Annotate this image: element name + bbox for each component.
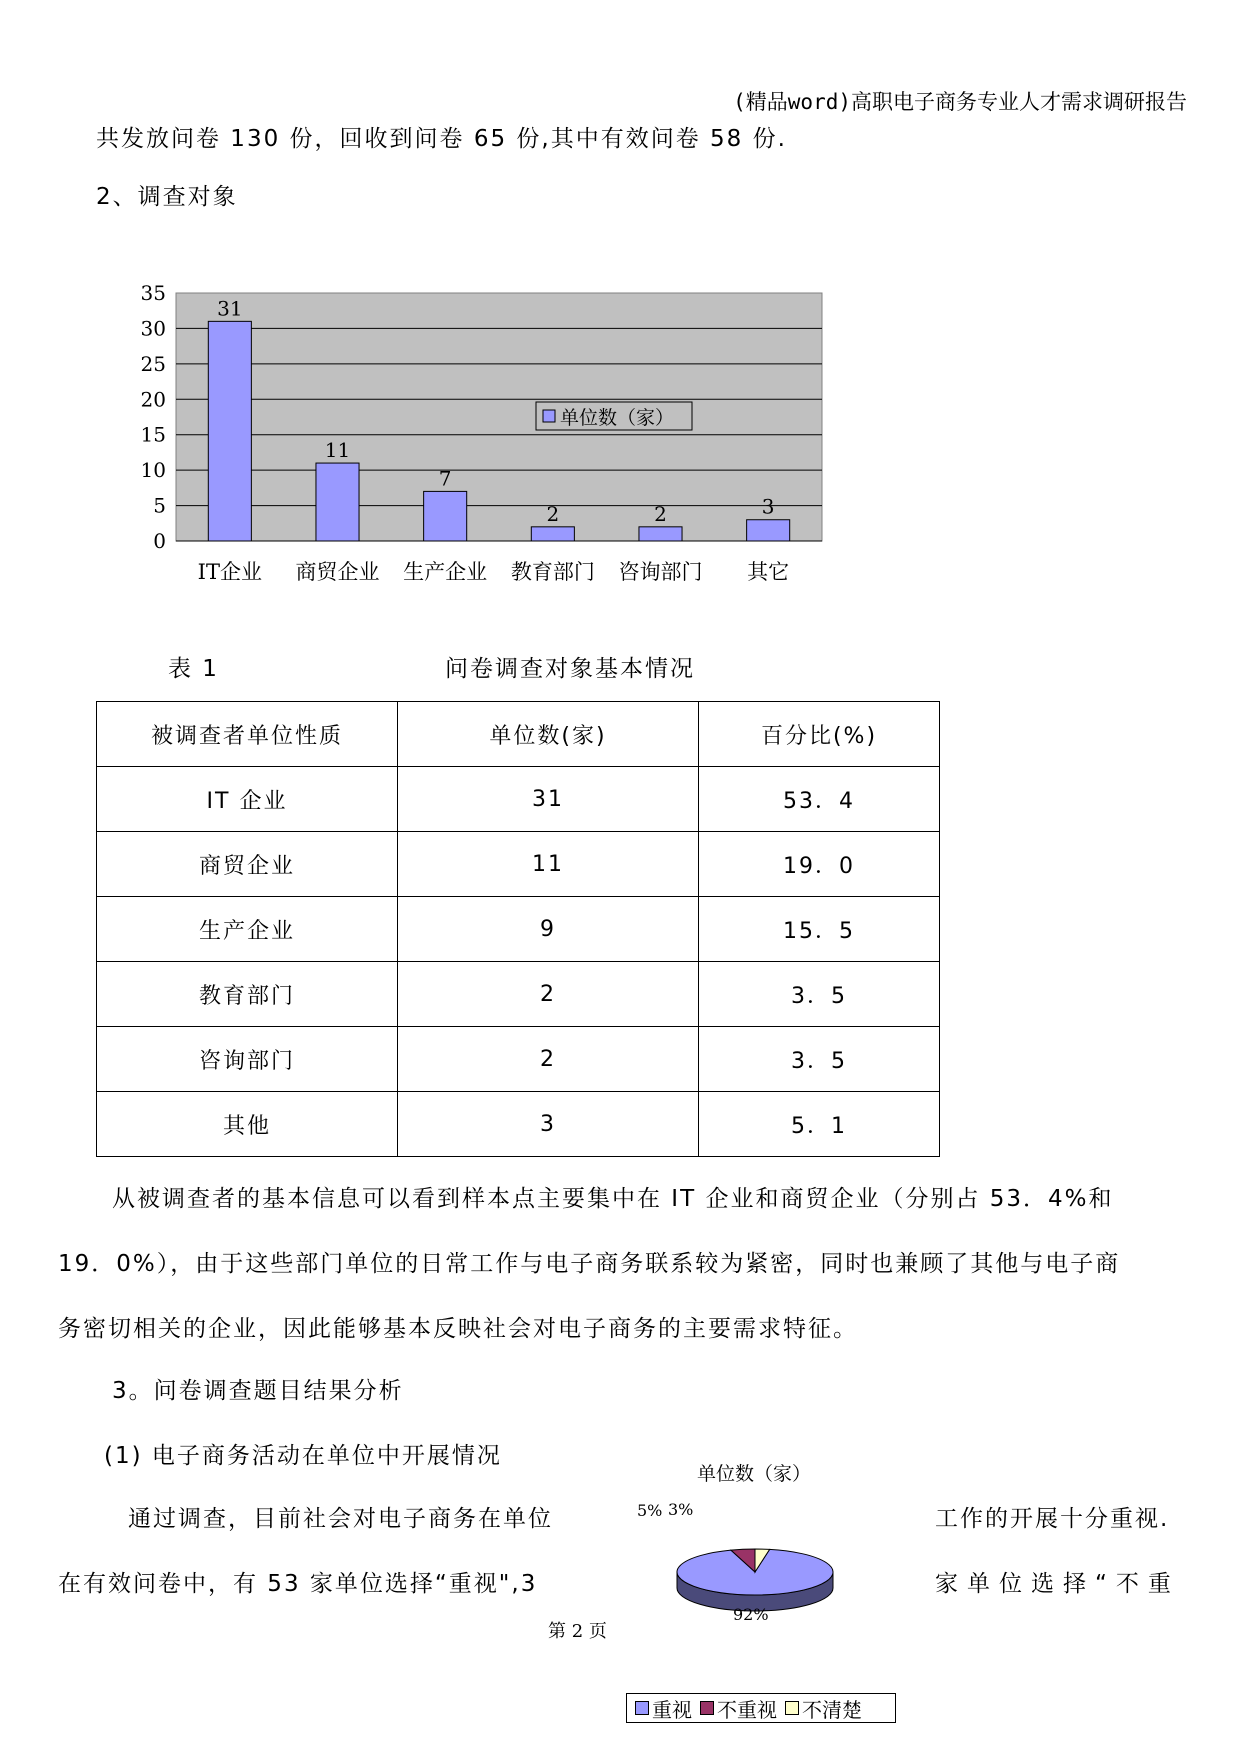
cell-count: 31	[398, 767, 699, 832]
x-tick-label: 生产企业	[403, 560, 488, 584]
intro-line: 共发放问卷 130 份，回收到问卷 65 份,其中有效问卷 58 份.	[96, 126, 787, 152]
cell-count: 3	[398, 1092, 699, 1157]
table-row	[97, 962, 940, 1027]
cell-count: 2	[398, 962, 699, 1027]
section-3-heading: 3。问卷调查题目结果分析	[112, 1378, 404, 1404]
bar-value-label: 3	[761, 494, 775, 519]
bar-value-label: 31	[217, 296, 243, 321]
wrap-right-2: 家单位选择“不重	[935, 1571, 1180, 1597]
header-cell: 百分比(%)	[699, 702, 940, 767]
y-axis-ticks	[141, 283, 166, 553]
survey-table	[96, 701, 940, 1157]
table-caption-title: 问卷调查对象基本情况	[445, 656, 695, 682]
plot-area	[176, 293, 822, 541]
bar-value-label: 11	[324, 438, 351, 463]
y-tick-label: 25	[140, 351, 166, 376]
legend-label: 单位数（家）	[560, 407, 675, 429]
wrap-right-1: 工作的开展十分重视.	[935, 1506, 1170, 1532]
pie-title: 单位数（家）	[696, 1463, 812, 1485]
x-tick-label: 其它	[747, 560, 790, 584]
x-tick-label: IT企业	[197, 560, 262, 584]
table-row	[97, 897, 940, 962]
y-tick-label: 0	[153, 529, 166, 553]
pie-chart	[620, 1460, 860, 1645]
bar-chart	[118, 283, 878, 613]
bar-value-label: 2	[546, 501, 560, 526]
paragraph-line-3: 务密切相关的企业，因此能够基本反映社会对电子商务的主要需求特征。	[58, 1316, 858, 1342]
header-cell: 单位数(家)	[398, 702, 699, 767]
header-cell: 被调查者单位性质	[97, 702, 398, 767]
document-header: (精品word)高职电子商务专业人才需求调研报告	[733, 90, 1187, 114]
bar	[531, 527, 574, 541]
legend-swatch	[635, 1701, 649, 1715]
cell-percent: 5．1	[699, 1092, 940, 1157]
x-tick-label: 商贸企业	[295, 560, 380, 584]
legend-label: 不重视	[717, 1697, 777, 1722]
y-tick-label: 5	[153, 493, 166, 518]
cell-type: 商贸企业	[97, 832, 398, 897]
y-tick-label: 15	[140, 422, 166, 447]
bar	[424, 491, 467, 541]
paragraph-line-2: 19．0%），由于这些部门单位的日常工作与电子商务联系较为紧密，同时也兼顾了其他与电子商	[58, 1251, 1121, 1277]
table-row	[97, 832, 940, 897]
legend-label: 重视	[652, 1697, 692, 1722]
table-row	[97, 767, 940, 832]
cell-count: 2	[398, 1027, 699, 1092]
x-tick-label: 咨询部门	[618, 560, 703, 584]
wrap-left-1: 通过调查，目前社会对电子商务在单位	[128, 1506, 553, 1532]
table-row	[97, 1092, 940, 1157]
y-tick-label: 20	[140, 387, 166, 412]
paragraph-line-1: 从被调查者的基本信息可以看到样本点主要集中在 IT 企业和商贸企业（分别占 53．4%和	[112, 1186, 1114, 1212]
table-row	[97, 1027, 940, 1092]
subsection-1-heading: (1) 电子商务活动在单位中开展情况	[104, 1443, 502, 1469]
chart-legend	[536, 402, 692, 430]
legend-item-important	[635, 1694, 692, 1723]
cell-percent: 53．4	[699, 767, 940, 832]
table-caption-number: 表 1	[168, 656, 219, 682]
page-number: 第 2 页	[548, 1621, 607, 1642]
cell-count: 11	[398, 832, 699, 897]
table-header-row	[97, 702, 940, 767]
cell-type: 生产企业	[97, 897, 398, 962]
x-tick-label: 教育部门	[510, 560, 595, 584]
bar	[747, 520, 790, 541]
bar	[208, 321, 251, 541]
legend-swatch	[543, 410, 555, 422]
legend-item-unclear	[785, 1694, 862, 1723]
wrap-left-2: 在有效问卷中，有 53 家单位选择“重视",3	[58, 1571, 538, 1597]
cell-percent: 15．5	[699, 897, 940, 962]
bar	[316, 463, 359, 541]
y-tick-label: 10	[140, 458, 166, 483]
section-2-heading: 2、调查对象	[96, 184, 238, 210]
legend-swatch	[700, 1701, 714, 1715]
pie-value-label: 5%	[637, 1501, 663, 1520]
pie-value-label: 3%	[668, 1500, 694, 1519]
bar	[639, 527, 682, 541]
bar-value-label: 2	[654, 501, 667, 526]
bar-value-label: 7	[438, 466, 452, 491]
pie-value-label: 92%	[733, 1605, 769, 1624]
cell-percent: 19．0	[699, 832, 940, 897]
legend-item-not-important	[700, 1694, 777, 1723]
cell-type: IT 企业	[97, 767, 398, 832]
cell-type: 咨询部门	[97, 1027, 398, 1092]
x-axis-labels	[198, 560, 789, 584]
pie-legend	[626, 1693, 896, 1723]
legend-swatch	[785, 1701, 799, 1715]
pie-slices	[677, 1549, 833, 1595]
cell-percent: 3．5	[699, 1027, 940, 1092]
legend-label: 不清楚	[802, 1697, 862, 1722]
cell-percent: 3．5	[699, 962, 940, 1027]
cell-type: 其他	[97, 1092, 398, 1157]
y-tick-label: 35	[140, 283, 166, 305]
y-tick-label: 30	[140, 316, 166, 341]
cell-count: 9	[398, 897, 699, 962]
cell-type: 教育部门	[97, 962, 398, 1027]
